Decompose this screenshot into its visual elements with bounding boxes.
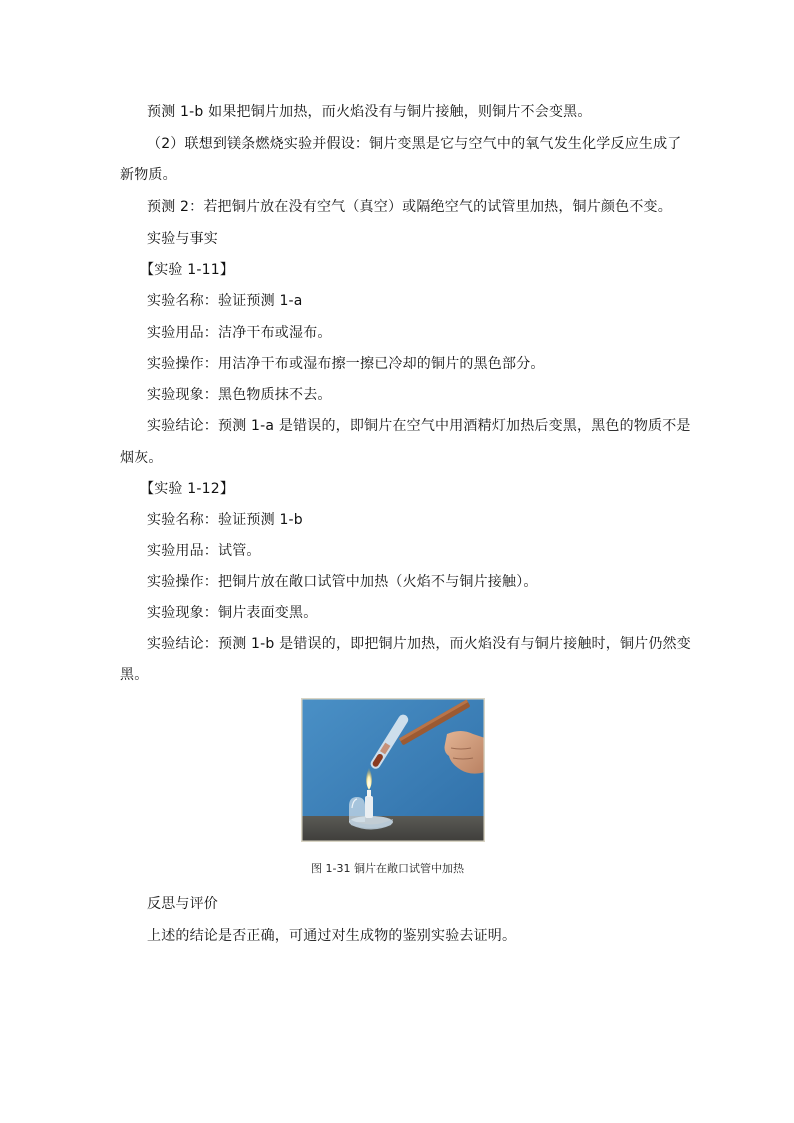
exp-1-12-name: 实验名称：验证预测 1-b xyxy=(147,512,303,528)
prediction-2: 预测 2：若把铜片放在没有空气（真空）或隔绝空气的试管里加热，铜片颜色不变。 xyxy=(147,199,672,215)
experiment-1-12-heading: 【实验 1-12】 xyxy=(140,481,235,497)
reflection-text: 上述的结论是否正确，可通过对生成物的鉴别实验去证明。 xyxy=(147,928,517,944)
exp-1-12-phenomenon: 实验现象：铜片表面变黑。 xyxy=(147,605,318,621)
exp-1-12-operation: 实验操作：把铜片放在敞口试管中加热（火焰不与铜片接触）。 xyxy=(147,574,538,590)
hypothesis-2-line-2: 新物质。 xyxy=(120,167,177,183)
exp-1-11-materials: 实验用品：洁净干布或湿布。 xyxy=(147,325,332,341)
exp-1-11-phenomenon: 实验现象：黑色物质抹不去。 xyxy=(147,387,332,403)
exp-1-12-materials: 实验用品：试管。 xyxy=(147,543,261,559)
hypothesis-2-line-1: （2）联想到镁条燃烧实验并假设：铜片变黑是它与空气中的氧气发生化学反应生成了 xyxy=(147,136,682,152)
prediction-1b: 预测 1-b 如果把铜片加热，而火焰没有与铜片接触，则铜片不会变黑。 xyxy=(147,104,592,120)
exp-1-11-operation: 实验操作：用洁净干布或湿布擦一擦已冷却的铜片的黑色部分。 xyxy=(147,356,545,372)
exp-1-11-conclusion-line-2: 烟灰。 xyxy=(120,450,163,466)
exp-1-11-name: 实验名称：验证预测 1-a xyxy=(147,293,303,309)
experiment-photo xyxy=(301,698,485,842)
exp-1-12-conclusion-line-1: 实验结论：预测 1-b 是错误的，即把铜片加热，而火焰没有与铜片接触时，铜片仍然变 xyxy=(147,636,691,652)
section-heading-experiment: 实验与事实 xyxy=(147,231,218,247)
exp-1-12-conclusion-line-2: 黑。 xyxy=(120,667,149,683)
figure-caption: 图 1-31 铜片在敞口试管中加热 xyxy=(311,862,464,875)
section-heading-reflection: 反思与评价 xyxy=(147,896,218,912)
exp-1-11-conclusion-line-1: 实验结论：预测 1-a 是错误的，即铜片在空气中用酒精灯加热后变黑，黑色的物质不是 xyxy=(147,418,691,434)
experiment-1-11-heading: 【实验 1-11】 xyxy=(140,262,235,278)
